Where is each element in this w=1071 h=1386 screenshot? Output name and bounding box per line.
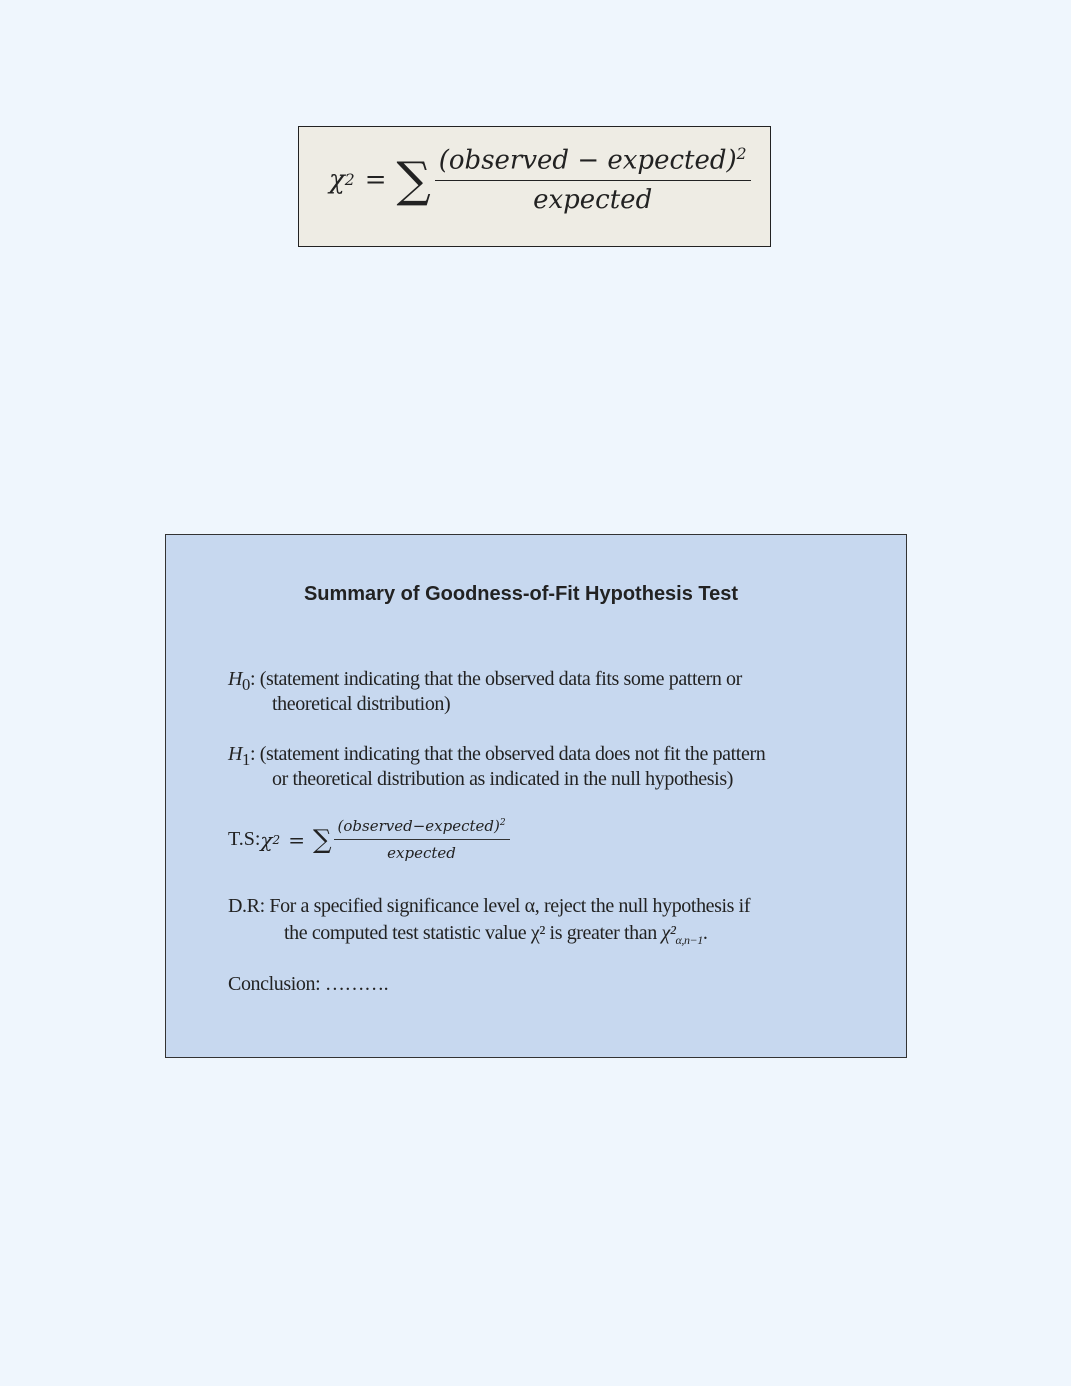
chi-symbol: χ bbox=[329, 164, 345, 195]
decision-rule-line-1: D.R: For a specified significance level α, reject the null hypothesis if bbox=[228, 895, 751, 917]
sum-symbol: ∑ bbox=[396, 151, 431, 208]
numerator: (observed − expected)$^2$ bbox=[435, 145, 751, 181]
summary-title: Summary of Goodness-of-Fit Hypothesis Test bbox=[303, 583, 739, 605]
test-statistic: T.S: χ 2 = ∑ $\frac{(observed-expected)^2}{\text{expected}}$ bbox=[228, 817, 510, 862]
fraction bbox=[435, 145, 751, 215]
conclusion: Conclusion: ………. bbox=[228, 973, 389, 995]
chi-square-formula bbox=[329, 145, 751, 215]
summary-box bbox=[165, 534, 907, 1058]
exponent: 2 bbox=[344, 170, 355, 189]
chi-square-formula-box bbox=[298, 126, 771, 247]
h1-line-2: or theoretical distribution as indicated in the null hypothesis) bbox=[272, 768, 733, 790]
h0-line-2: theoretical distribution) bbox=[272, 693, 451, 715]
h1-line-1: $H_1$: (statement indicating that the observed data does not fit the pattern bbox=[228, 743, 766, 769]
decision-rule-line-2: the computed test statistic value χ² is greater than $\chi^2_{\alpha,n-1}$. bbox=[284, 922, 708, 947]
h0-line-1: $H_0$: (statement indicating that the observed data fits some pattern or bbox=[228, 668, 742, 694]
equals-sign: = bbox=[364, 164, 387, 195]
denominator: expected bbox=[533, 184, 653, 215]
ts-label: T.S: bbox=[228, 828, 261, 850]
